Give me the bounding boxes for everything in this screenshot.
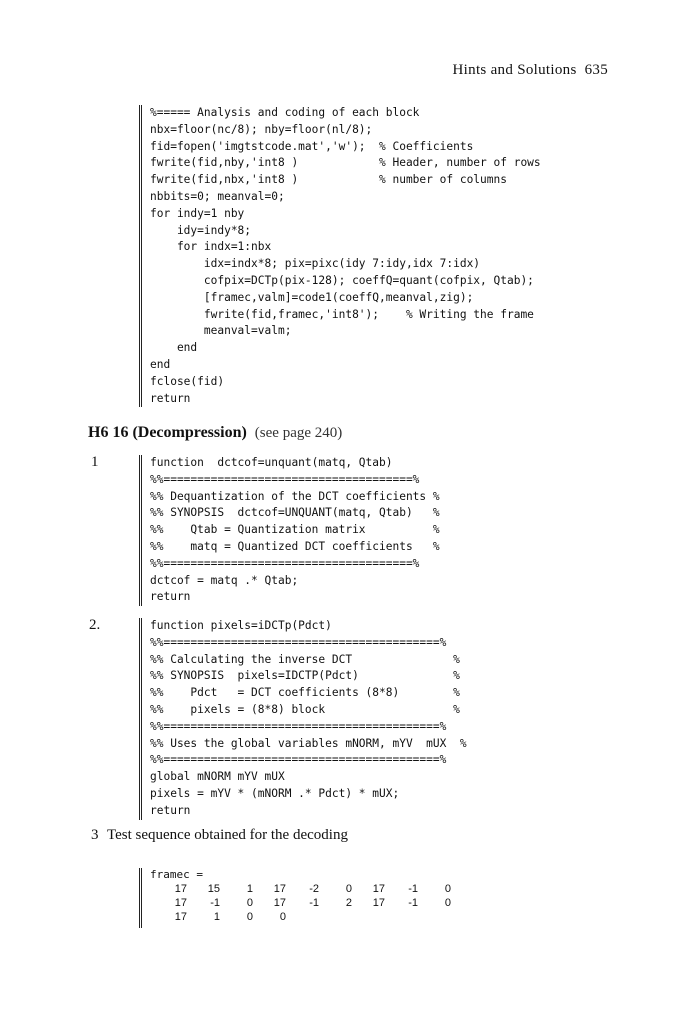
code-listing-unquant: [139, 455, 440, 606]
framec-output: [139, 868, 451, 928]
table-cell: 15: [207, 883, 220, 895]
item-number-3: 3: [91, 827, 99, 843]
running-head-title: Hints and Solutions: [452, 62, 577, 78]
table-cell: 17: [273, 883, 286, 895]
table-cell: 17: [372, 897, 385, 909]
code-text: function pixels=iDCTp(Pdct) %%=========================================% %% Calculating the inverse DCT % %% SYNOPSIS pixels=IDCTP(Pdct) % %% Pdct = DCT coefficients (8*8) % %% pixels = (8*8) block % %%=========================================% %% Uses the global variables mNORM, mYV mUX % %%=========================================% global mNORM mYV mUX pixels = mYV * (mNORM .* Pdct) * mUX; return: [150, 619, 467, 817]
table-cell: 0: [246, 897, 253, 909]
code-listing-idct: [139, 618, 467, 820]
table-cell: -1: [408, 897, 418, 909]
table-cell: 0: [345, 883, 352, 895]
section-page-reference: (see page 240): [254, 425, 343, 441]
table-cell: 0: [279, 911, 286, 923]
item-number-1: 1: [91, 454, 99, 470]
table-row: [150, 882, 451, 896]
section-title: H6 16 (Decompression): [88, 424, 247, 441]
table-cell: 17: [174, 897, 187, 909]
table-cell: 0: [444, 883, 451, 895]
table-cell: -1: [408, 883, 418, 895]
framec-rows: [150, 882, 451, 924]
code-listing-analysis: [139, 105, 541, 407]
table-cell: -1: [309, 897, 319, 909]
table-cell: 17: [372, 883, 385, 895]
table-row: [150, 910, 451, 924]
table-cell: -2: [309, 883, 319, 895]
table-cell: -1: [210, 897, 220, 909]
page-number: 635: [584, 62, 608, 78]
item-number-2: 2.: [89, 617, 101, 633]
table-cell: 0: [246, 911, 253, 923]
table-label: framec =: [150, 868, 203, 881]
code-text: %===== Analysis and coding of each block nbx=floor(nc/8); nby=floor(nl/8); fid=fopen('imgtstcode.mat','w'); % Coefficients fwrite(fid,nby,'int8 ) % Header, number of rows fwrite(fid,nbx,'int8 ) % number of columns nbbits=0; meanval=0; for indy=1 nby idy=indy*8; for indx=1:nbx idx=indx*8; pix=pixc(idy 7:idy,idx 7:idx) cofpix=DCTp(pix-128); coeffQ=quant(cofpix, Qtab); [framec,valm]=code1(coeffQ,meanval,zig); fwrite(fid,framec,'int8'); % Writing the frame meanval=valm; end end fclose(fid) return: [150, 106, 541, 405]
section-heading: [88, 424, 342, 442]
table-cell: 1: [246, 883, 253, 895]
table-cell: 0: [444, 897, 451, 909]
running-head: [453, 62, 608, 79]
table-row: [150, 896, 451, 910]
table-cell: 17: [174, 883, 187, 895]
code-text: function dctcof=unquant(matq, Qtab) %%=====================================% %% Dequantization of the DCT coefficients % %% SYNOPSIS dctcof=UNQUANT(matq, Qtab) % %% Qtab = Quantization matrix % %% matq = Quantized DCT coefficients % %%=====================================% dctcof = matq .* Qtab; return: [150, 456, 440, 604]
table-cell: 17: [273, 897, 286, 909]
table-cell: 1: [213, 911, 220, 923]
item-text-3: Test sequence obtained for the decoding: [107, 827, 348, 843]
table-cell: 2: [345, 897, 352, 909]
table-cell: 17: [174, 911, 187, 923]
